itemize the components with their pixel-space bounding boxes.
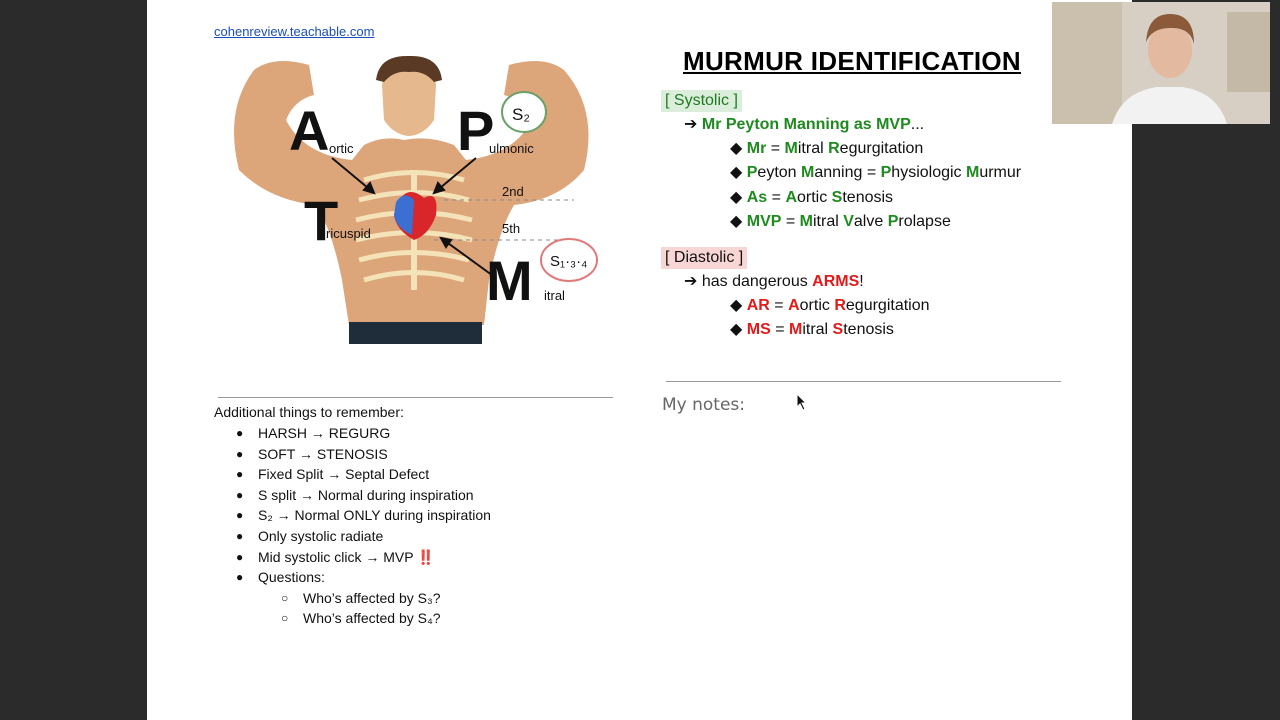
diamond-bullet-icon: ◆	[730, 188, 747, 206]
page-title: MURMUR IDENTIFICATION	[683, 46, 1022, 76]
bullet-icon: ●	[236, 529, 244, 543]
pulmonic-label: ulmonic	[489, 141, 534, 156]
additional-title: Additional things to remember:	[214, 404, 404, 420]
bullet-item: SOFT → STENOSIS	[258, 445, 388, 462]
systolic-item: ◆ As = Aortic Stenosis	[730, 188, 894, 206]
shorts	[349, 322, 482, 344]
mouse-pointer-icon	[796, 393, 808, 411]
course-link[interactable]: cohenreview.teachable.com	[214, 24, 375, 39]
sub-bullet-icon: ○	[281, 590, 289, 605]
sub-bullet-item: Who’s affected by S₃?	[303, 589, 441, 606]
arrow-icon: ➔	[684, 273, 698, 290]
systolic-item: ◆ MVP = Mitral Valve Prolapse	[730, 213, 951, 231]
bullet-item: S₂ → Normal ONLY during inspiration	[258, 507, 491, 524]
mitral-label: itral	[544, 288, 565, 303]
diamond-bullet-icon: ◆	[730, 321, 747, 339]
bullet-item: Questions:	[258, 569, 325, 586]
bullet-item: HARSH → REGURG	[258, 425, 391, 441]
pulmonic-letter: P	[457, 99, 495, 162]
rib5-label: 5th	[502, 221, 521, 236]
bullet-item: Fixed Split → Septal Defect	[258, 466, 430, 483]
mitral-letter: M	[486, 249, 533, 312]
bullet-icon: ●	[236, 508, 244, 523]
aortic-label: ortic	[329, 141, 354, 156]
rib2-label: 2nd	[502, 184, 524, 199]
systolic-mnemonic: ➔ Mr Peyton Manning as MVP...	[684, 116, 925, 133]
heart-auscultation-illustration	[214, 50, 614, 350]
mnemonic-text: Mr Peyton Manning as MVP	[701, 116, 911, 133]
bullet-icon: ●	[236, 487, 244, 502]
my-notes-label: My notes:	[662, 395, 746, 415]
bullet-icon: ●	[236, 467, 244, 482]
bullet-icon: ●	[236, 446, 244, 461]
tricuspid-letter: T	[304, 189, 339, 252]
diastolic-item: ◆ AR = Aortic Regurgitation	[730, 297, 930, 314]
diastolic-item: ◆ MS = Mitral Stenosis	[730, 321, 894, 339]
s134-bubble	[541, 239, 597, 281]
bullet-item: Mid systolic click → MVP ‼️	[258, 548, 435, 565]
sub-bullet-item: Who’s affected by S₄?	[303, 610, 441, 627]
sub-bullet-icon: ○	[281, 611, 289, 626]
s2-bubble	[502, 92, 546, 132]
bullet-item: Only systolic radiate	[258, 528, 384, 544]
diamond-bullet-icon: ◆	[730, 213, 747, 231]
arrow-icon: ➔	[684, 116, 698, 133]
bullet-icon: ●	[236, 570, 244, 585]
diastolic-mnemonic: ➔ has dangerous ARMS!	[684, 273, 864, 290]
aortic-letter: A	[289, 99, 330, 162]
arms-text: ARMS	[812, 273, 860, 290]
svg-text:S₂: S₂	[512, 105, 530, 124]
diamond-bullet-icon: ◆	[730, 140, 747, 157]
diamond-bullet-icon: ◆	[730, 297, 747, 314]
diastolic-tag: [ Diastolic ]	[661, 247, 747, 269]
divider-left	[218, 397, 613, 398]
bullet-item: S split → Normal during inspiration	[258, 486, 474, 503]
systolic-tag: [ Systolic ]	[661, 90, 742, 112]
diamond-bullet-icon: ◆	[730, 164, 747, 182]
webcam-presenter-video	[1052, 2, 1270, 124]
systolic-item: ◆ Peyton Manning = Physiologic Murmur	[730, 164, 1022, 182]
svg-text:S₁·₃·₄: S₁·₃·₄	[550, 253, 588, 270]
bullet-icon: ●	[236, 549, 244, 564]
systolic-item: ◆ Mr = Mitral Regurgitation	[730, 140, 924, 157]
tricuspid-label: ricuspid	[326, 226, 371, 241]
bullet-icon: ●	[236, 426, 244, 440]
divider-right	[666, 381, 1061, 382]
